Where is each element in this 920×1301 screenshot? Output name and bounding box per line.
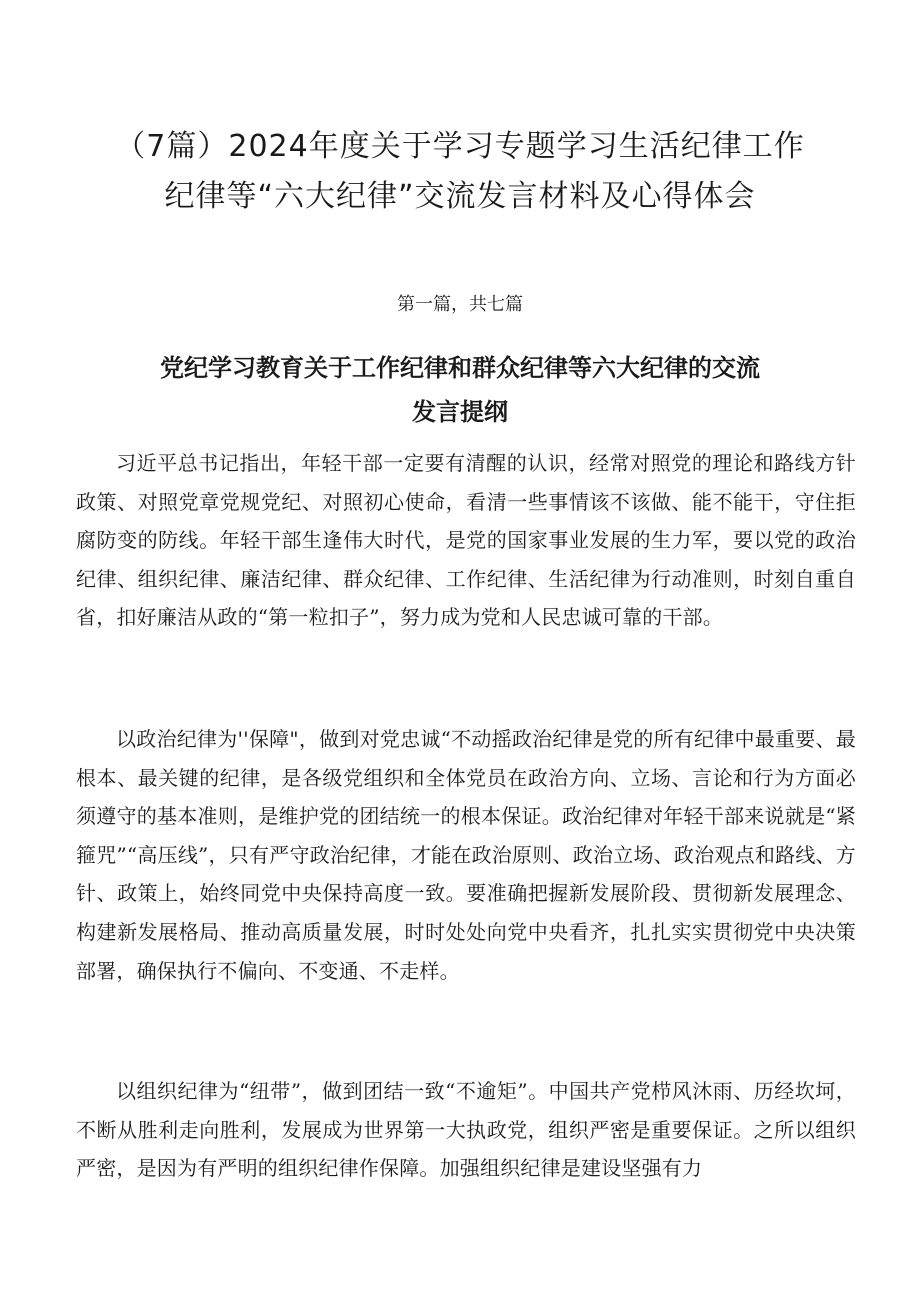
document-title-line-2: 纪律等“六大纪律”交流发言材料及心得体会 bbox=[164, 179, 756, 214]
document-title bbox=[60, 122, 860, 222]
section-title-line-1: 党纪学习教育关于工作纪律和群众纪律等六大纪律的交流 bbox=[160, 354, 760, 382]
body-paragraph-2: 以政治纪律为''保障"，做到对党忠诚“不动摇政治纪律是党的所有纪律中最重要、最根本、最关键的纪律，是各级党组织和全体党员在政治方向、立场、言论和行为方面必须遵守的基本准则，是维护党的团结统一的根本保证。政治纪律对年轻干部来说就是“紧箍咒”“高压线”，只有严守政治纪律，才能在政治原则、政治立场、政治观点和路线、方针、政策上，始终同党中央保持高度一致。要准确把握新发展阶段、贯彻新发展理念、构建新发展格局、推动高质量发展，时时处处向党中央看齐，扎扎实实贯彻党中央决策部署，确保执行不偏向、不变通、不走样。 bbox=[76, 727, 856, 983]
section-title-line-2: 发言提纲 bbox=[412, 398, 508, 426]
document-title-line-1: （7篇）2024年度关于学习专题学习生活纪律工作 bbox=[115, 129, 805, 164]
part-label: 第一篇，共七篇 bbox=[397, 294, 523, 315]
body-paragraph-3: 以组织纪律为“纽带”，做到团结一致“不逾矩”。中国共产党栉风沐雨、历经坎坷，不断从胜利走向胜利，发展成为世界第一大执政党，组织严密是重要保证。之所以组织严密，是因为有严明的组织纪律作保障。加强组织纪律是建设坚强有力 bbox=[76, 1079, 856, 1181]
body-paragraph-1: 习近平总书记指出，年轻干部一定要有清醒的认识，经常对照党的理论和路线方针政策、对照党章党规党纪、对照初心使命，看清一些事情该不该做、能不能干，守住拒腐防变的防线。年轻干部生逢伟大时代，是党的国家事业发展的生力军，要以党的政治纪律、组织纪律、廉洁纪律、群众纪律、工作纪律、生活纪律为行动准则，时刻自重自省，扣好廉洁从政的“第一粒扣子”，努力成为党和人民忠诚可靠的干部。 bbox=[76, 451, 856, 630]
section-title bbox=[90, 346, 830, 434]
